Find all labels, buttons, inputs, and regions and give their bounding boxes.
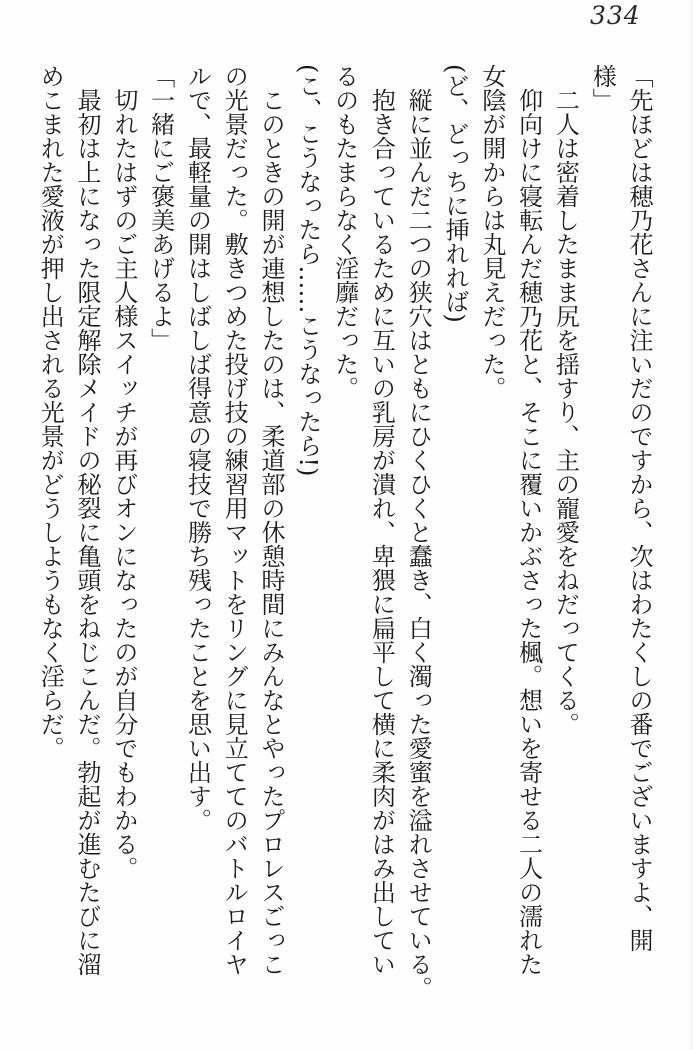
text-line: るのもたまらなく淫靡だった。 xyxy=(330,64,359,400)
text-line: 縦に並んだ二つの狭穴はともにひくひくと蠢き、白く濁った愛蜜を溢れさせている。 xyxy=(404,88,433,1000)
text-line: 二人は密着したまま尻を揺すり、主の寵愛をねだってくる。 xyxy=(551,88,580,736)
text-line: (こ、こうなったら……こうなったら!) xyxy=(293,64,322,477)
text-line: 切れたはずのご主人様スイッチが再びオンになったのが自分でもわかる。 xyxy=(109,88,138,880)
text-line: (ど、どっちに挿れれば) xyxy=(441,64,470,323)
text-line: 様」 xyxy=(588,64,617,112)
text-line: ルで、最軽量の開はしばしば得意の寝技で勝ち残ったことを思い出す。 xyxy=(183,64,212,832)
text-line: 女陰が開からは丸見えだった。 xyxy=(477,64,506,400)
page-number: 334 xyxy=(590,1,641,30)
text-line: 抱き合っているために互いの乳房が潰れ、卑猥に扁平して横に柔肉がはみ出してい xyxy=(367,88,396,976)
text-line: 最初は上になった限定解除メイドの秘裂に亀頭をねじこんだ。勃起が進むたびに溜 xyxy=(73,88,102,976)
text-line: の光景だった。敷きつめた投げ技の練習用マットをリングに見立ててのバトルロイヤ xyxy=(220,64,249,976)
vertical-text-block xyxy=(31,64,657,1004)
text-line: 「先ほどは穂乃花さんに注いだのですから、次はわたくしの番でございますよ、開 xyxy=(625,64,653,952)
text-line: 「一緒にご褒美あげるよ」 xyxy=(146,64,175,352)
text-line: 仰向けに寝転んだ穂乃花と、そこに覆いかぶさった楓。想いを寄せる二人の濡れた xyxy=(514,88,543,976)
text-line: めこまれた愛液が押し出される光景がどうしようもなく淫らだ。 xyxy=(36,64,65,760)
text-line: このときの開が連想したのは、柔道部の休憩時間にみんなとやったプロレスごっこ xyxy=(257,88,286,976)
